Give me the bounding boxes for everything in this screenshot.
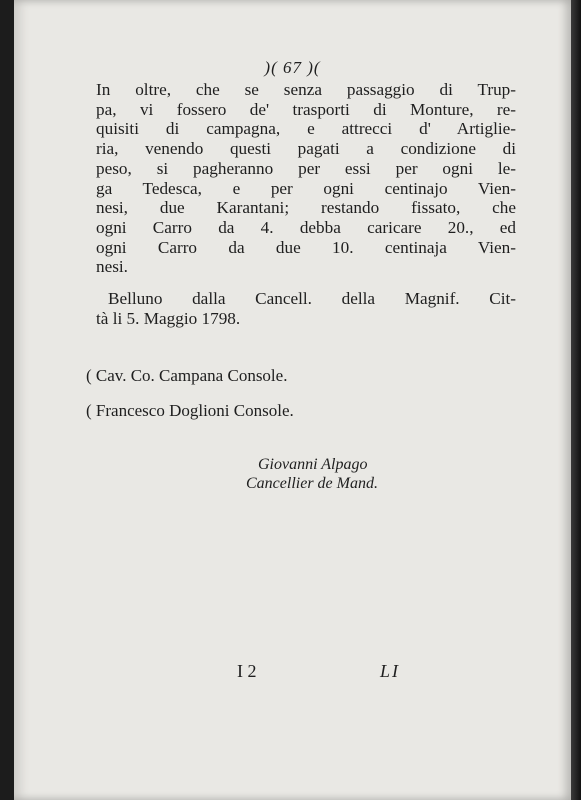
paragraph-line: ria, venendo questi pagati a condizione di [96,139,516,159]
paragraph-line: ogni Carro da 4. debba caricare 20., ed [96,217,516,237]
chancellor-title: Cancellier de Mand. [246,475,378,492]
paragraph-line: pa, vi fossero de' trasporti di Monture, re- [96,99,516,119]
decree-paragraph [96,80,516,277]
chancellor-signature [246,455,378,493]
paragraph-line: quisiti di campagna, e attrecci d' Artiglie- [96,119,516,139]
place-and-date [96,289,516,328]
paragraph-line: ga Tedesca, e per ogni centinajo Vien- [96,178,516,198]
paragraph-line: nesi, due Karantani; restando fissato, che [96,198,516,218]
signatory-campana: ( Cav. Co. Campana Console. [86,366,288,385]
paragraph-line: ogni Carro da due 10. centinaja Vien- [96,237,516,257]
paragraph-line: In oltre, che se senza passaggio di Trup- [96,80,516,99]
signature-mark: I 2 [237,661,257,681]
place-date-line: Belluno dalla Cancell. della Magnif. Cit- [108,289,516,308]
chancellor-name: Giovanni Alpago [258,456,368,473]
book-page [14,0,571,800]
page-edge-shadow [571,0,581,800]
place-date-line: tà li 5. Maggio 1798. [96,308,241,328]
signatory-doglioni: ( Francesco Doglioni Console. [86,401,294,420]
paragraph-line: nesi. [96,257,128,277]
page-number: )( 67 )( [264,58,321,77]
catchword: LI [380,661,401,681]
paragraph-line: peso, si pagheranno per essi per ogni le- [96,158,516,178]
